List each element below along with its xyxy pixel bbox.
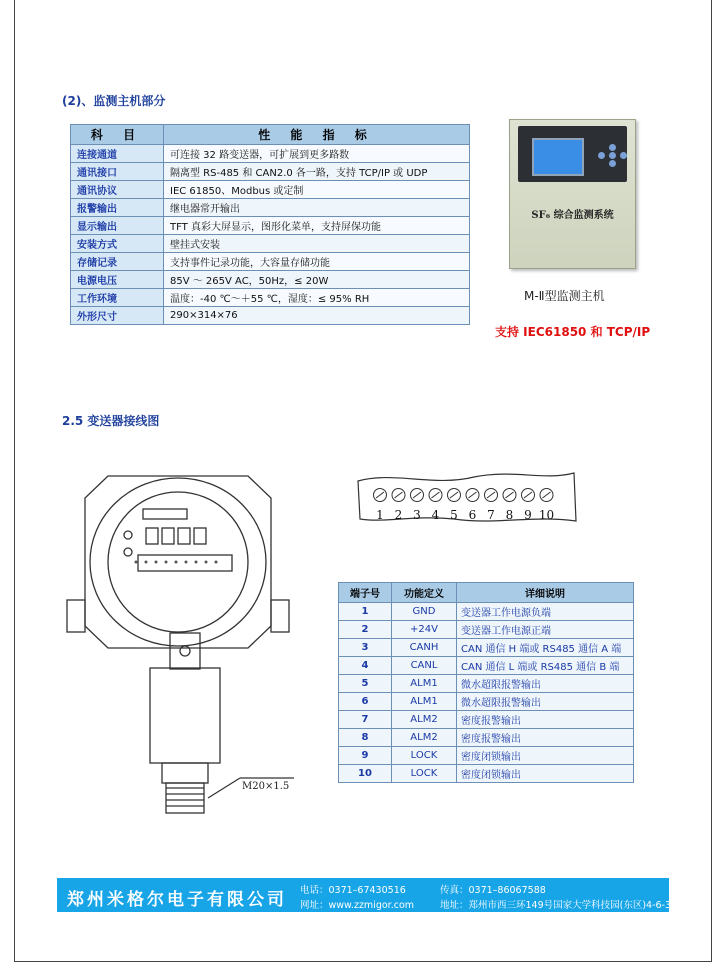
spec-key: 电源电压 bbox=[71, 271, 164, 289]
spec-value: 温度：-40 ℃～＋55 ℃，湿度：≤ 95% RH bbox=[164, 289, 470, 307]
terminal-number: 3 bbox=[413, 508, 421, 522]
table-row bbox=[339, 729, 634, 747]
terminal-screw-slot bbox=[487, 492, 495, 498]
pin-header-description: 详细说明 bbox=[457, 583, 634, 603]
pin-table-header bbox=[339, 583, 634, 603]
spec-value: 壁挂式安装 bbox=[164, 235, 470, 253]
terminal-screw-slot bbox=[395, 492, 403, 498]
company-name: 郑州米格尔电子有限公司 bbox=[67, 890, 287, 910]
table-row bbox=[71, 235, 470, 253]
terminal-screw-slot bbox=[506, 492, 514, 498]
pin-description: 密度报警输出 bbox=[457, 729, 634, 747]
terminal-number: 6 bbox=[468, 508, 477, 522]
pin-function: LOCK bbox=[392, 765, 457, 783]
terminal-screw-slot bbox=[524, 492, 532, 498]
terminal-number: 10 bbox=[538, 508, 555, 522]
table-row bbox=[339, 747, 634, 765]
housing-window bbox=[90, 478, 266, 646]
device-screen bbox=[532, 138, 584, 176]
spec-value: 85V ～ 265V AC，50Hz，≤ 20W bbox=[164, 271, 470, 289]
terminal-number: 1 bbox=[376, 508, 384, 522]
table-row bbox=[339, 765, 634, 783]
table-row bbox=[71, 253, 470, 271]
pin-number: 10 bbox=[339, 765, 392, 783]
table-row bbox=[339, 621, 634, 639]
spec-value: IEC 61850、Modbus 或定制 bbox=[164, 181, 470, 199]
footer-phone: 电话：0371–67430516 bbox=[300, 885, 406, 896]
device-front-panel bbox=[518, 126, 627, 182]
spec-key: 安装方式 bbox=[71, 235, 164, 253]
device-caption: M-Ⅱ型监测主机 bbox=[524, 289, 605, 303]
spec-key: 报警输出 bbox=[71, 199, 164, 217]
table-row bbox=[71, 307, 470, 325]
spec-key: 工作环境 bbox=[71, 289, 164, 307]
pin-function: GND bbox=[392, 603, 457, 621]
spec-value: 可连接 32 路变送器，可扩展到更多路数 bbox=[164, 145, 470, 163]
protocol-support-text: 支持 IEC61850 和 TCP/IP bbox=[495, 325, 651, 339]
pin-function: ALM2 bbox=[392, 729, 457, 747]
footer-address: 地址：郑州市西三环149号国家大学科技园(东区)4-6-3 bbox=[440, 900, 672, 911]
pin-number: 8 bbox=[339, 729, 392, 747]
pin-function: ALM1 bbox=[392, 693, 457, 711]
table-row bbox=[71, 271, 470, 289]
spec-value: 隔离型 RS-485 和 CAN2.0 各一路，支持 TCP/IP 或 UDP bbox=[164, 163, 470, 181]
spec-table bbox=[70, 124, 470, 325]
keypad-icon bbox=[598, 144, 628, 166]
pin-number: 3 bbox=[339, 639, 392, 657]
pin-header-function: 功能定义 bbox=[392, 583, 457, 603]
pin-description: 密度闭锁输出 bbox=[457, 747, 634, 765]
table-row bbox=[339, 711, 634, 729]
company-footer bbox=[57, 878, 672, 912]
terminal-screw-slot bbox=[469, 492, 477, 498]
pin-function: ALM2 bbox=[392, 711, 457, 729]
pin-description: 密度闭锁输出 bbox=[457, 765, 634, 783]
pin-function: LOCK bbox=[392, 747, 457, 765]
pin-description: 密度报警输出 bbox=[457, 711, 634, 729]
pin-function: +24V bbox=[392, 621, 457, 639]
sensor-body bbox=[150, 668, 220, 763]
pin-function: CANL bbox=[392, 657, 457, 675]
pin-number: 6 bbox=[339, 693, 392, 711]
pin-number: 2 bbox=[339, 621, 392, 639]
pin-header-terminal: 端子号 bbox=[339, 583, 392, 603]
terminal-screw-slot bbox=[376, 492, 384, 498]
table-row bbox=[71, 145, 470, 163]
footer-website[interactable]: 网址：www.zzmigor.com bbox=[300, 900, 415, 911]
terminal-number: 2 bbox=[394, 508, 403, 522]
table-row bbox=[71, 163, 470, 181]
table-row bbox=[339, 693, 634, 711]
pin-number: 9 bbox=[339, 747, 392, 765]
pin-description: 微水超限报警输出 bbox=[457, 693, 634, 711]
table-row bbox=[339, 639, 634, 657]
pin-function: CANH bbox=[392, 639, 457, 657]
terminal-number: 5 bbox=[450, 508, 458, 522]
section-title-monitor-host: (2)、监测主机部分 bbox=[62, 94, 166, 108]
spec-key: 连接通道 bbox=[71, 145, 164, 163]
spec-value: 支持事件记录功能，大容量存储功能 bbox=[164, 253, 470, 271]
terminal-screw-slot bbox=[432, 492, 440, 498]
table-row bbox=[71, 217, 470, 235]
table-row bbox=[71, 199, 470, 217]
spec-key: 通讯接口 bbox=[71, 163, 164, 181]
right-gland-icon bbox=[271, 600, 289, 632]
terminal-number: 7 bbox=[487, 508, 495, 522]
spec-value: 继电器常开输出 bbox=[164, 199, 470, 217]
spec-header-item: 科 目 bbox=[71, 125, 164, 145]
terminal-strip-diagram bbox=[354, 467, 579, 525]
spec-key: 通讯协议 bbox=[71, 181, 164, 199]
terminal-number: 9 bbox=[524, 508, 532, 522]
pin-description: CAN 通信 H 端或 RS485 通信 A 端 bbox=[457, 639, 634, 657]
table-row bbox=[339, 675, 634, 693]
pin-description: 变送器工作电源负端 bbox=[457, 603, 634, 621]
terminal-screw-slot bbox=[450, 492, 458, 498]
pin-description: CAN 通信 L 端或 RS485 通信 B 端 bbox=[457, 657, 634, 675]
spec-key: 显示输出 bbox=[71, 217, 164, 235]
spec-value: TFT 真彩大屏显示，图形化菜单，支持屏保功能 bbox=[164, 217, 470, 235]
table-row bbox=[71, 181, 470, 199]
spec-key: 外形尺寸 bbox=[71, 307, 164, 325]
left-gland-icon bbox=[67, 600, 85, 632]
table-row bbox=[339, 657, 634, 675]
pin-definition-table bbox=[338, 582, 634, 783]
pin-number: 4 bbox=[339, 657, 392, 675]
thread-label: M20×1.5 bbox=[242, 781, 290, 792]
spec-value: 290×314×76 bbox=[164, 307, 470, 325]
pin-function: ALM1 bbox=[392, 675, 457, 693]
spec-header-performance: 性 能 指 标 bbox=[164, 125, 470, 145]
terminal-screw-slot bbox=[413, 492, 421, 498]
terminal-screw-slot bbox=[543, 492, 551, 498]
transmitter-housing bbox=[85, 476, 271, 648]
footer-fax: 传真：0371–86067588 bbox=[440, 885, 546, 896]
pin-description: 变送器工作电源正端 bbox=[457, 621, 634, 639]
terminal-number: 4 bbox=[431, 508, 440, 522]
device-panel-label: SF₆ 综合监测系统 bbox=[531, 210, 614, 221]
pin-number: 1 bbox=[339, 603, 392, 621]
spec-key: 存储记录 bbox=[71, 253, 164, 271]
transmitter-diagram bbox=[58, 458, 318, 830]
monitor-host-photo bbox=[509, 119, 636, 269]
table-row bbox=[71, 289, 470, 307]
table-row bbox=[339, 603, 634, 621]
terminal-number: 8 bbox=[505, 508, 514, 522]
pin-number: 7 bbox=[339, 711, 392, 729]
spec-table-header bbox=[71, 125, 470, 145]
section-title-wiring: 2.5 变送器接线图 bbox=[62, 414, 160, 428]
pin-number: 5 bbox=[339, 675, 392, 693]
pin-description: 微水超限报警输出 bbox=[457, 675, 634, 693]
